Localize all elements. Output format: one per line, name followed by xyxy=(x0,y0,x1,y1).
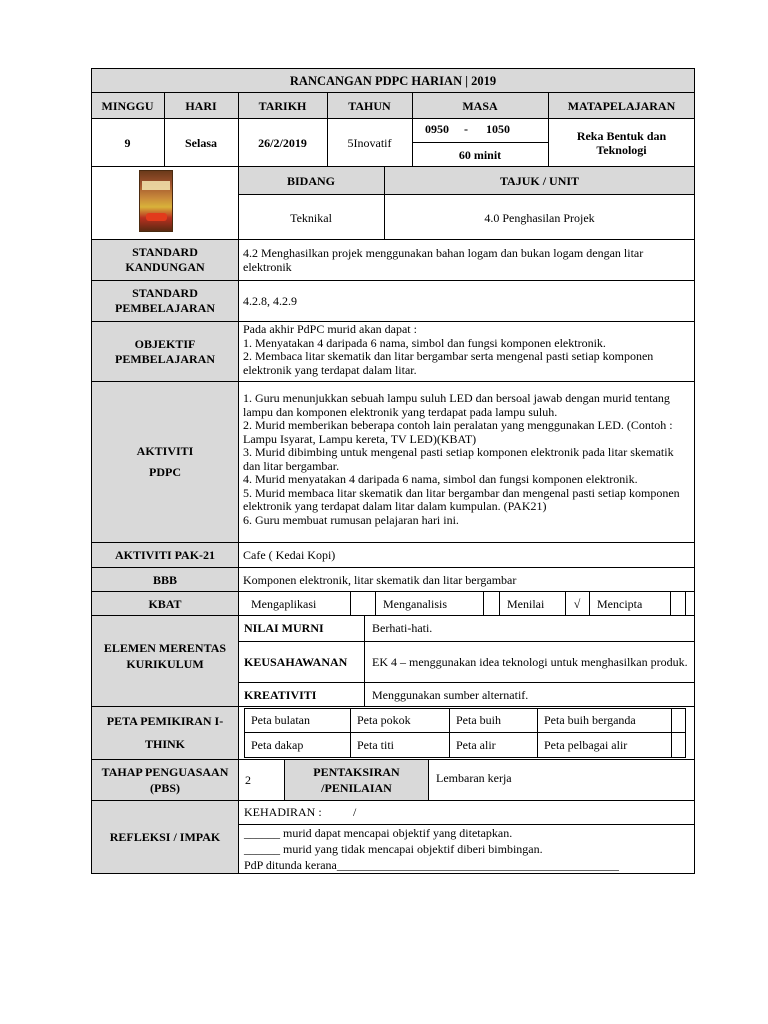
nilai-murni-value: Berhati-hati. xyxy=(372,621,433,635)
pak21-value: Cafe ( Kedai Kopi) xyxy=(243,548,336,562)
ithink-peta-pelbagai-alir: Peta pelbagai alir xyxy=(544,738,628,752)
divider xyxy=(483,591,484,616)
tahap-label: TAHAP PENGUASAAN (PBS) xyxy=(101,765,229,795)
divider xyxy=(350,708,351,758)
ithink-peta-buih-berganda: Peta buih berganda xyxy=(544,713,636,727)
bidang-label: BIDANG xyxy=(286,173,335,188)
divider xyxy=(499,591,500,616)
refleksi-label: REFLEKSI / IMPAK xyxy=(109,830,221,844)
header-tarikh: TARIKH xyxy=(258,98,307,113)
bbb-label: BBB xyxy=(152,572,177,587)
bbb-value: Komponen elektronik, litar skematik dan litar bergambar xyxy=(243,572,517,587)
aktiviti-label: AKTIVITI PDPC xyxy=(136,444,194,479)
objektif-label: OBJEKTIF PEMBELAJARAN xyxy=(114,336,215,366)
value-masa-end: 1050 xyxy=(486,122,510,136)
tajuk-value: 4.0 Penghasilan Projek xyxy=(484,210,595,225)
value-minggu: 9 xyxy=(124,135,131,150)
standard-kandungan-value: 4.2 Menghasilkan projek menggunakan bahan logam dan bukan logam dengan litar elektronik xyxy=(243,246,644,274)
kbat-option-menilai: Menilai xyxy=(507,596,545,611)
pak21-label: AKTIVITI PAK-21 xyxy=(114,548,216,562)
kehadiran-separator: / xyxy=(353,805,357,819)
kbat-option-mencipta: Mencipta xyxy=(597,596,643,611)
value-masa-sep: - xyxy=(464,122,468,136)
ithink-peta-buih: Peta buih xyxy=(456,713,501,727)
ithink-peta-pokok: Peta pokok xyxy=(357,713,411,727)
kreativiti-label: KREATIVITI xyxy=(244,687,317,702)
kbat-label: KBAT xyxy=(148,596,182,611)
divider xyxy=(239,824,695,825)
divider xyxy=(670,591,671,616)
value-masa-start: 0950 xyxy=(425,122,449,136)
refleksi-line-bimbingan: ______ murid yang tidak mencapai objektif diberi bimbingan. xyxy=(244,842,543,856)
standard-pembelajaran-label: STANDARD PEMBELAJARAN xyxy=(114,286,215,315)
bidang-value: Teknikal xyxy=(290,210,332,225)
emk-label: ELEMEN MERENTAS KURIKULUM xyxy=(103,641,227,671)
divider xyxy=(671,708,672,758)
kehadiran-label: KEHADIRAN : xyxy=(244,805,322,819)
keusahawanan-value: EK 4 – menggunakan idea teknologi untuk menghasilkan produk. xyxy=(372,654,688,669)
header-matapelajaran: MATAPELAJARAN xyxy=(567,98,676,113)
refleksi-line-objektif: ______ murid dapat mencapai objektif yang ditetapkan. xyxy=(244,826,513,840)
kbat-check-mark: √ xyxy=(573,596,581,611)
divider xyxy=(364,615,365,707)
aktiviti-text: 1. Guru menunjukkan sebuah lampu suluh LED dan bersoal jawab dengan murid tentang lampu dan komponen elektronik yang terdapat pada lampu suluh. 2. Murid memberikan beberapa contoh lain peralatan yang menggunakan LED. (Contoh : Lampu Isyarat, Lampu kereta, TV LED)(KBAT) 3. Murid dibimbing untuk mengenal pasti setiap komponen elektronik pada litar skematik dan litar bergambar. 4. Murid menyatakan 4 daripada 6 nama, simbol dan fungsi komponen elektronik. 5. Murid membaca litar skematik dan litar bergambar dan mengenal pasti setiap komponen elektronik yang terdapat dalam litar dalam kumpulan. (PAK21) 6. Guru membuat rumusan pelajaran hari ini. xyxy=(243,391,680,527)
value-matapelajaran: Reka Bentuk dan Teknologi xyxy=(576,128,667,157)
value-hari: Selasa xyxy=(184,135,217,150)
ithink-peta-titi: Peta titi xyxy=(357,738,394,752)
ithink-peta-dakap: Peta dakap xyxy=(251,738,304,752)
divider xyxy=(375,591,376,616)
nilai-murni-label: NILAI MURNI xyxy=(244,621,324,635)
value-tahun: 5Inovatif xyxy=(347,135,392,150)
tahap-value: 2 xyxy=(245,773,251,787)
divider xyxy=(685,591,686,616)
page-title: RANCANGAN PDPC HARIAN | 2019 xyxy=(289,73,497,88)
header-tahun: TAHUN xyxy=(348,98,391,113)
ithink-label: PETA PEMIKIRAN I-THINK xyxy=(106,714,224,751)
kreativiti-value: Menggunakan sumber alternatif. xyxy=(372,687,529,702)
refleksi-line-ditunda: PdP ditunda kerana_______________________________________________ xyxy=(244,858,619,872)
standard-pembelajaran-value: 4.2.8, 4.2.9 xyxy=(243,294,297,308)
pentaksiran-label: PENTAKSIRAN /PENILAIAN xyxy=(313,765,400,795)
tajuk-label: TAJUK / UNIT xyxy=(499,173,580,188)
divider xyxy=(449,708,450,758)
value-durasi: 60 minit xyxy=(458,148,502,162)
header-minggu: MINGGU xyxy=(101,98,154,113)
textbook-cover-image xyxy=(139,170,173,232)
objektif-text: Pada akhir PdPC murid akan dapat : 1. Menyatakan 4 daripada 6 nama, simbol dan fungsi komponen elektronik. 2. Membaca litar skematik dan litar bergambar serta mengenal pasti setiap komponen elektronik yang terdapat dalam litar. xyxy=(243,322,654,377)
divider xyxy=(589,591,590,616)
keusahawanan-label: KEUSAHAWANAN xyxy=(244,654,348,669)
kbat-option-mengaplikasi: Mengaplikasi xyxy=(251,596,317,611)
kbat-option-menganalisis: Menganalisis xyxy=(383,596,447,611)
header-hari: HARI xyxy=(185,98,217,113)
ithink-peta-bulatan: Peta bulatan xyxy=(251,713,310,727)
divider xyxy=(350,591,351,616)
divider xyxy=(537,708,538,758)
header-masa: MASA xyxy=(462,98,498,113)
pentaksiran-value: Lembaran kerja xyxy=(436,771,512,785)
value-tarikh: 26/2/2019 xyxy=(258,135,307,150)
standard-kandungan-label: STANDARD KANDUNGAN xyxy=(125,245,205,274)
ithink-peta-alir: Peta alir xyxy=(456,738,496,752)
